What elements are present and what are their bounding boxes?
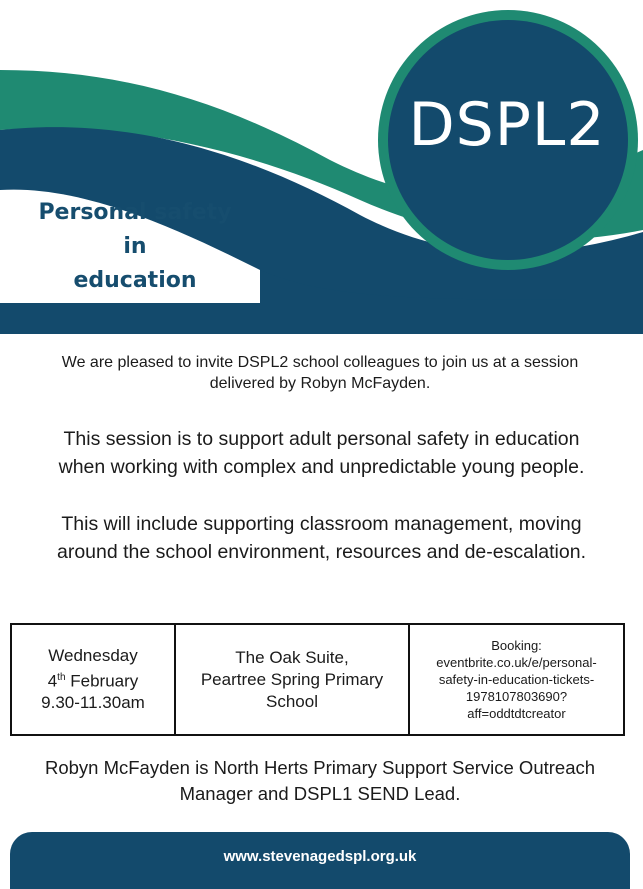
event-date-suffix: th: [57, 671, 66, 683]
title-line: education: [73, 268, 197, 293]
bio-line: Manager and DSPL1 SEND Lead.: [179, 783, 461, 804]
venue-cell: [175, 624, 409, 735]
booking-label: Booking:: [491, 638, 542, 653]
event-date-number: 4: [47, 671, 58, 691]
session-content-text: [10, 510, 633, 566]
bio-line: Robyn McFayden is North Herts Primary Support Service Outreach: [44, 757, 596, 778]
event-time: 9.30-11.30am: [41, 693, 145, 713]
intro-line: We are pleased to invite DSPL2 school colleagues to join us at a session: [61, 354, 579, 371]
dspl2-logo: DSPL2: [408, 90, 606, 160]
event-date: [18, 667, 168, 693]
event-details-row: [11, 624, 624, 735]
presenter-bio: [20, 755, 620, 807]
purpose-line: when working with complex and unpredictable young people.: [58, 456, 585, 478]
header-bottom-band: [0, 303, 643, 334]
footer-bar: [10, 832, 630, 889]
title-line: Personal safety: [38, 200, 232, 225]
purpose-line: This session is to support adult personal safety in education: [63, 428, 580, 450]
content-line: around the school environment, resources and de-escalation.: [57, 541, 586, 563]
booking-link-line: aff=oddtdtcreator: [467, 706, 566, 721]
venue-line: School: [266, 691, 318, 711]
booking-link-line: 1978107803690?: [465, 689, 568, 704]
booking-cell: [409, 624, 624, 735]
intro-line: delivered by Robyn McFayden.: [209, 375, 431, 392]
date-time-cell: [11, 624, 175, 735]
event-month: February: [70, 671, 139, 691]
booking-link[interactable]: [416, 654, 617, 722]
booking-link-line: safety-in-education-tickets-: [438, 672, 595, 687]
venue-line: The Oak Suite,: [235, 647, 349, 667]
page-title: [20, 196, 250, 298]
booking-link-line: eventbrite.co.uk/e/personal-: [436, 655, 597, 670]
session-purpose-text: [10, 425, 633, 481]
event-day: Wednesday: [48, 645, 138, 665]
title-line: in: [123, 234, 147, 259]
venue-line: Peartree Spring Primary: [200, 669, 384, 689]
invitation-text: [20, 352, 620, 394]
event-details-table: [10, 623, 625, 736]
website-link[interactable]: www.stevenagedspl.org.uk: [223, 848, 417, 865]
content-line: This will include supporting classroom management, moving: [61, 513, 582, 535]
